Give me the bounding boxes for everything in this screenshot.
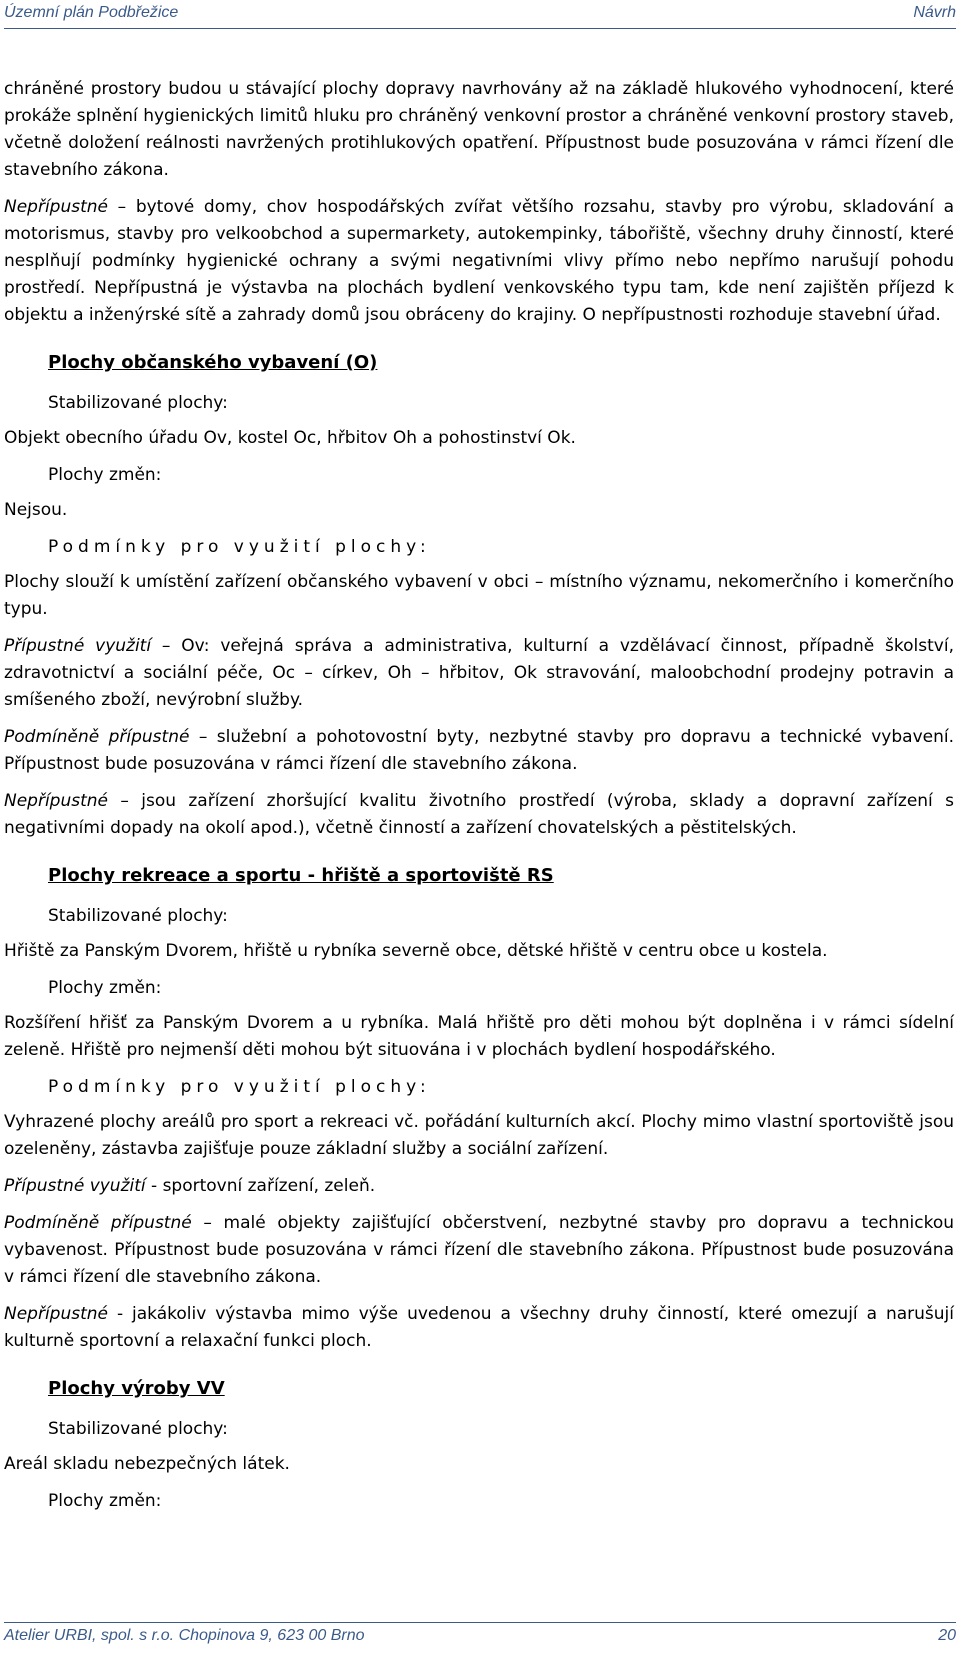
stabilized-text: Hřiště za Panským Dvorem, hřiště u rybníka severně obce, dětské hřiště v centru obce u kostela. [4,941,828,961]
conditional-lead: Podmíněně přípustné [4,1213,192,1233]
not-permitted-text: – jsou zařízení zhoršující kvalitu životního prostředí (výroba, sklady a dopravní zařízení s negativními dopady na okolí apod.), včetně činností a zařízení chovatelských a pěstitelských. [4,791,954,838]
restriction-lead: Nepřípustné [4,197,109,217]
conditions-label: Podmínky pro využití plochy: [48,1077,431,1097]
page-header [4,4,956,29]
conditions-text: Plochy slouží k umístění zařízení občanského vybavení v obci – místního významu, nekomerčního i komerčního typu. [4,572,954,619]
permitted-lead: Přípustné využití [4,1176,146,1196]
permitted-text: – Ov: veřejná správa a administrativa, kulturní a vzdělávací činnost, případně školství, zdravotnictví a sociální péče, Oc – církev, Oh – hřbitov, Ok stravování, maloobchodní prodejny potravin a smíšeného zboží, nevýrobní služby. [4,636,954,710]
header-title: Územní plán Podbřežice [4,4,179,21]
intro-restriction [4,194,954,329]
conditional-text: – malé objekty zajišťující občerstvení, nezbytné stavby pro dopravu a technickou vybavenost. Přípustnost bude posuzována v rámci řízení dle stavebního zákona. Přípustnost bude posuzována v rámci řízení dle stavebního zákona. [4,1213,955,1287]
document-body [4,76,954,1523]
not-permitted [4,788,954,842]
conditions-text: Vyhrazené plochy areálů pro sport a rekreaci vč. pořádání kulturních akcí. Plochy mimo vlastní sportoviště jsou ozeleněny, zástavba zajišťuje pouze základní služby a sociální zařízení. [4,1112,954,1159]
changes-text: Nejsou. [4,500,68,520]
section-title-production: Plochy výroby VV [48,1378,225,1399]
changes-label: Plochy změn: [48,1491,162,1511]
conditional-text: – služební a pohotovostní byty, nezbytné stavby pro dopravu a technické vybavení. Přípustnost bude posuzována v rámci řízení dle stavebního zákona. [4,727,954,774]
page-number: 20 [938,1627,956,1644]
restriction-text: – bytové domy, chov hospodářských zvířat většího rozsahu, stavby pro výrobu, skladování a motorismus, stavby pro velkoobchod a supermarkety, autokempinky, tábořiště, všechny druhy činností, které nesplňují podmínky hygienické ochrany a svými negativními vlivy přímo nebo nepřímo narušují pohodu prostředí. Nepřípustná je výstavba na plochách bydlení venkovského typu tam, kde není zajištěn příjezd k objektu a inženýrské sítě a zahrady domů jsou obráceny do krajiny. O nepřípustnosti rozhoduje stavební úřad. [4,197,954,325]
changes-label: Plochy změn: [48,978,162,998]
permitted-text: - sportovní zařízení, zeleň. [145,1176,376,1196]
footer-address: Atelier URBI, spol. s r.o. Chopinova 9, 623 00 Brno [4,1627,365,1644]
permitted-use [4,1173,954,1200]
not-permitted-text: - jakákoliv výstavba mimo výše uvedenou a všechny druhy činností, které omezují a narušují kulturně sportovní a relaxační funkci ploch. [4,1304,954,1351]
header-status: Návrh [913,4,956,21]
conditional-lead: Podmíněně přípustné [4,727,190,747]
permitted-lead: Přípustné využití [4,636,152,656]
stabilized-label: Stabilizované plochy: [48,1419,228,1439]
not-permitted-lead: Nepřípustné [4,791,109,811]
changes-text: Rozšíření hřišť za Panským Dvorem a u rybníka. Malá hřiště pro děti mohou být doplněna i v rámci sídelní zeleně. Hřiště pro nejmenší děti mohou být situována i v plochách bydlení hospodářského. [4,1013,954,1060]
conditionally-permitted [4,1210,954,1291]
not-permitted [4,1301,954,1355]
changes-label: Plochy změn: [48,465,162,485]
stabilized-label: Stabilizované plochy: [48,906,228,926]
conditions-label: Podmínky pro využití plochy: [48,537,431,557]
section-title-recreation: Plochy rekreace a sportu - hřiště a sportoviště RS [48,865,554,886]
not-permitted-lead: Nepřípustné [4,1304,109,1324]
page-footer [4,1622,956,1657]
stabilized-label: Stabilizované plochy: [48,393,228,413]
stabilized-text: Objekt obecního úřadu Ov, kostel Oc, hřbitov Oh a pohostinství Ok. [4,428,576,448]
conditionally-permitted [4,724,954,778]
permitted-use [4,633,954,714]
intro-paragraph: chráněné prostory budou u stávající plochy dopravy navrhovány až na základě hlukového vyhodnocení, které prokáže splnění hygienických limitů hluku pro chráněný venkovní prostor a chráněné venkovní prostory staveb, včetně doložení reálnosti navržených protihlukových opatření. Přípustnost bude posuzována v rámci řízení dle stavebního zákona. [4,79,954,180]
section-title-civic: Plochy občanského vybavení (O) [48,352,378,373]
stabilized-text: Areál skladu nebezpečných látek. [4,1454,290,1474]
